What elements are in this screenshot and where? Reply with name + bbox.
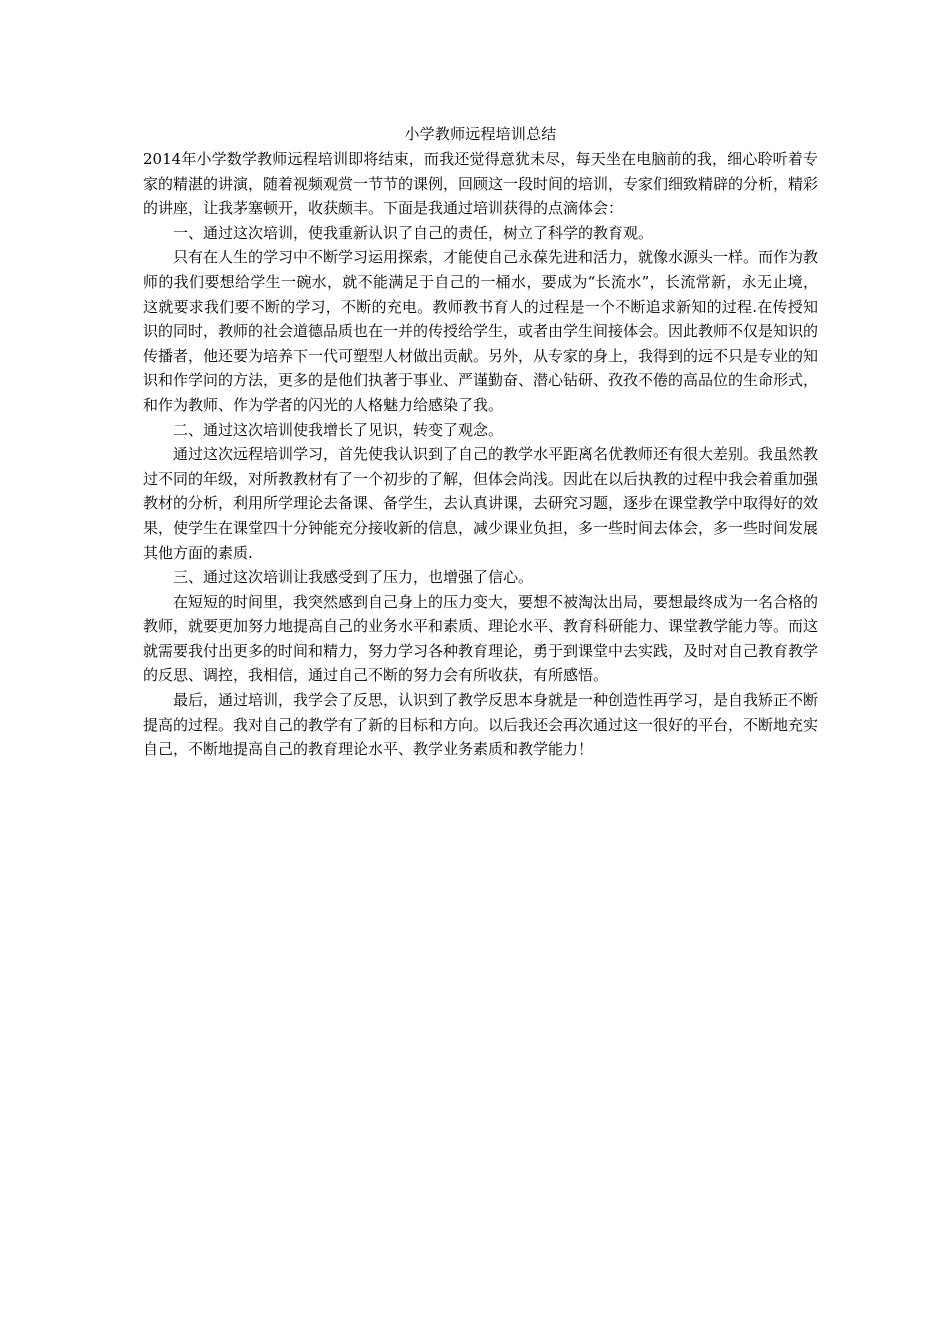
section-2-body: 通过这次远程培训学习，首先使我认识到了自己的教学水平距离名优教师还有很大差别。我虽然教过不同的年级，对所教教材有了一个初步的了解，但体会尚浅。因此在以后执教的过程中我会着重加强教材的分析，利用所学理论去备课、备学生，去认真讲课，去研究习题，逐步在课堂教学中取得好的效果，使学生在课堂四十分钟能充分接收新的信息，减少课业负担，多一些时间去体会，多一些时间发展其他方面的素质.: [143, 445, 819, 562]
document-title: 小学教师远程培训总结: [404, 125, 557, 143]
section-2-heading: 二、通过这次培训使我增长了见识，转变了观念。: [173, 420, 504, 439]
section-3-heading: 三、通过这次培训让我感受到了压力，也增强了信心。: [173, 568, 534, 587]
intro-paragraph: 2014年小学数学教师远程培训即将结束，而我还觉得意犹未尽，每天坐在电脑前的我，细心聆听着专家的精湛的讲演，随着视频观赏一节节的课例，回顾这一段时间的培训，专家们细致精辟的分析，精彩的讲座，让我茅塞顿开，收获颇丰。下面是我通过培训获得的点滴体会：: [143, 150, 819, 218]
conclusion-paragraph: 最后，通过培训，我学会了反思，认识到了教学反思本身就是一种创造性再学习，是自我矫正不断提高的过程。我对自己的教学有了新的目标和方向。以后我还会再次通过这一很好的平台，不断地充实自己，不断地提高自己的教育理论水平、教学业务素质和教学能力！: [143, 691, 819, 759]
section-3-body: 在短短的时间里，我突然感到自己身上的压力变大，要想不被淘汰出局，要想最终成为一名合格的教师，就要更加努力地提高自己的业务水平和素质、理论水平、教育科研能力、课堂教学能力等。而这就需要我付出更多的时间和精力，努力学习各种教育理论，勇于到课堂中去实践，及时对自己教育教学的反思、调控，我相信，通过自己不断的努力会有所收获，有所感悟。: [143, 592, 819, 685]
document-page: [143, 122, 818, 762]
section-1-body: 只有在人生的学习中不断学习运用探索，才能使自己永葆先进和活力，就像水源头一样。而作为教师的我们要想给学生一碗水，就不能满足于自己的一桶水，要成为“长流水”，长流常新，永无止境，这就要求我们要不断的学习，不断的充电。教师教书育人的过程是一个不断追求新知的过程.在传授知识的同时，教师的社会道德品质也在一并的传授给学生，或者由学生间接体会。因此教师不仅是知识的传播者，他还要为培养下一代可塑型人材做出贡献。另外，从专家的身上，我得到的远不只是专业的知识和作学问的方法，更多的是他们执著于事业、严谨勤奋、潜心钻研、孜孜不倦的高品位的生命形式，和作为教师、作为学者的闪光的人格魅力给感染了我。: [143, 248, 819, 414]
section-1-heading: 一、通过这次培训，使我重新认识了自己的责任，树立了科学的教育观。: [173, 223, 654, 242]
